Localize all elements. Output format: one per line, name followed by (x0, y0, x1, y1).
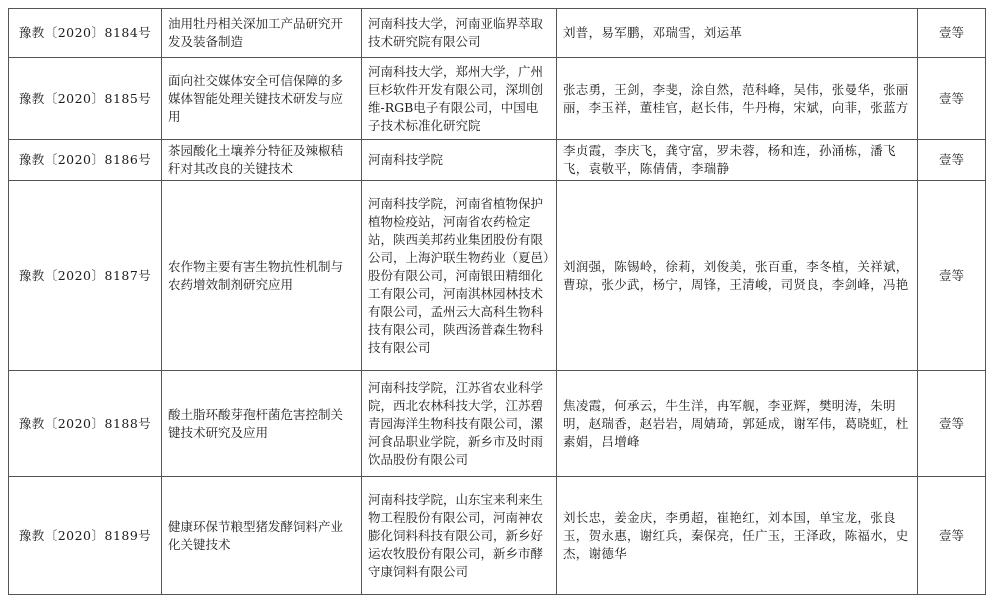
project-title-cell: 酸土脂环酸芽孢杆菌危害控制关键技术研究及应用 (162, 371, 362, 477)
award-number-cell: 豫教〔2020〕8184号 (9, 9, 162, 58)
project-title-cell: 油用牡丹相关深加工产品研究开发及装备制造 (162, 9, 362, 58)
contributors-cell: 刘长忠，姜金庆，李勇超，崔艳红，刘本国，单宝龙，张良玉，贺永惠，谢红兵，秦保亮，任广玉，王泽政，陈福水，史杰，谢德华 (557, 477, 918, 595)
award-number-cell: 豫教〔2020〕8188号 (9, 371, 162, 477)
organizations-cell: 河南科技学院，山东宝来利来生物工程股份有限公司，河南神农膨化饲料科技有限公司，新乡好运农牧股份有限公司，新乡市酵守康饲料有限公司 (362, 477, 557, 595)
award-grade-cell: 壹等 (918, 477, 986, 595)
award-grade-cell: 壹等 (918, 371, 986, 477)
award-grade-cell: 壹等 (918, 58, 986, 140)
contributors-cell: 张志勇，王剑，李斐，涂自然，范科峰，吴伟，张曼华，张丽丽，李玉祥，董桂官，赵长伟，牛丹梅，宋斌，向菲，张蓝方 (557, 58, 918, 140)
award-number-cell: 豫教〔2020〕8189号 (9, 477, 162, 595)
contributors-cell: 刘润强，陈锡岭，徐莉，刘俊美，张百重，李冬植，关祥斌，曹琼，张少武，杨宁，周锋，王清峻，司贤良，李剑峰，冯艳 (557, 181, 918, 371)
table-row (9, 371, 986, 477)
award-grade-cell: 壹等 (918, 181, 986, 371)
table-row (9, 477, 986, 595)
organizations-cell: 河南科技大学，郑州大学，广州巨杉软件开发有限公司，深圳创维-RGB电子有限公司，中国电子技术标准化研究院 (362, 58, 557, 140)
project-title-cell: 茶园酸化土壤养分特征及辣椒秸秆对其改良的关键技术 (162, 140, 362, 181)
contributors-cell: 刘普，易军鹏，邓瑞雪，刘运革 (557, 9, 918, 58)
award-number-cell: 豫教〔2020〕8187号 (9, 181, 162, 371)
award-number-cell: 豫教〔2020〕8186号 (9, 140, 162, 181)
table-row (9, 181, 986, 371)
contributors-cell: 李贞霞，李庆飞，龚守富，罗未蓉，杨和连，孙涌栋，潘飞飞，袁敬平，陈倩倩，李瑞静 (557, 140, 918, 181)
organizations-cell: 河南科技学院，江苏省农业科学院，西北农林科技大学，江苏碧青园海洋生物科技有限公司，漯河食品职业学院，新乡市及时雨饮品股份有限公司 (362, 371, 557, 477)
project-title-cell: 面向社交媒体安全可信保障的多媒体智能处理关键技术研发与应用 (162, 58, 362, 140)
table-row (9, 140, 986, 181)
organizations-cell: 河南科技学院，河南省植物保护植物检疫站，河南省农药检定站，陕西美邦药业集团股份有限公司，上海沪联生物药业（夏邑）股份有限公司，河南银田精细化工有限公司，河南淇林园林技术有限公司，孟州云大高科生物科技有限公司，陕西汤普森生物科技有限公司 (362, 181, 557, 371)
project-title-cell: 农作物主要有害生物抗性机制与农药增效制剂研究应用 (162, 181, 362, 371)
organizations-cell: 河南科技大学，河南亚临界萃取技术研究院有限公司 (362, 9, 557, 58)
award-grade-cell: 壹等 (918, 140, 986, 181)
table-row (9, 9, 986, 58)
organizations-cell: 河南科技学院 (362, 140, 557, 181)
table-row (9, 58, 986, 140)
project-title-cell: 健康环保节粮型猪发酵饲料产业化关键技术 (162, 477, 362, 595)
contributors-cell: 焦凌霞，何承云，牛生洋，冉军舰，李亚辉，樊明涛，朱明明，赵瑞香，赵岩岩，周婧琦，郭延成，谢军伟，葛晓虹，杜素娟，吕增峰 (557, 371, 918, 477)
awards-table (8, 8, 986, 595)
award-grade-cell: 壹等 (918, 9, 986, 58)
award-number-cell: 豫教〔2020〕8185号 (9, 58, 162, 140)
